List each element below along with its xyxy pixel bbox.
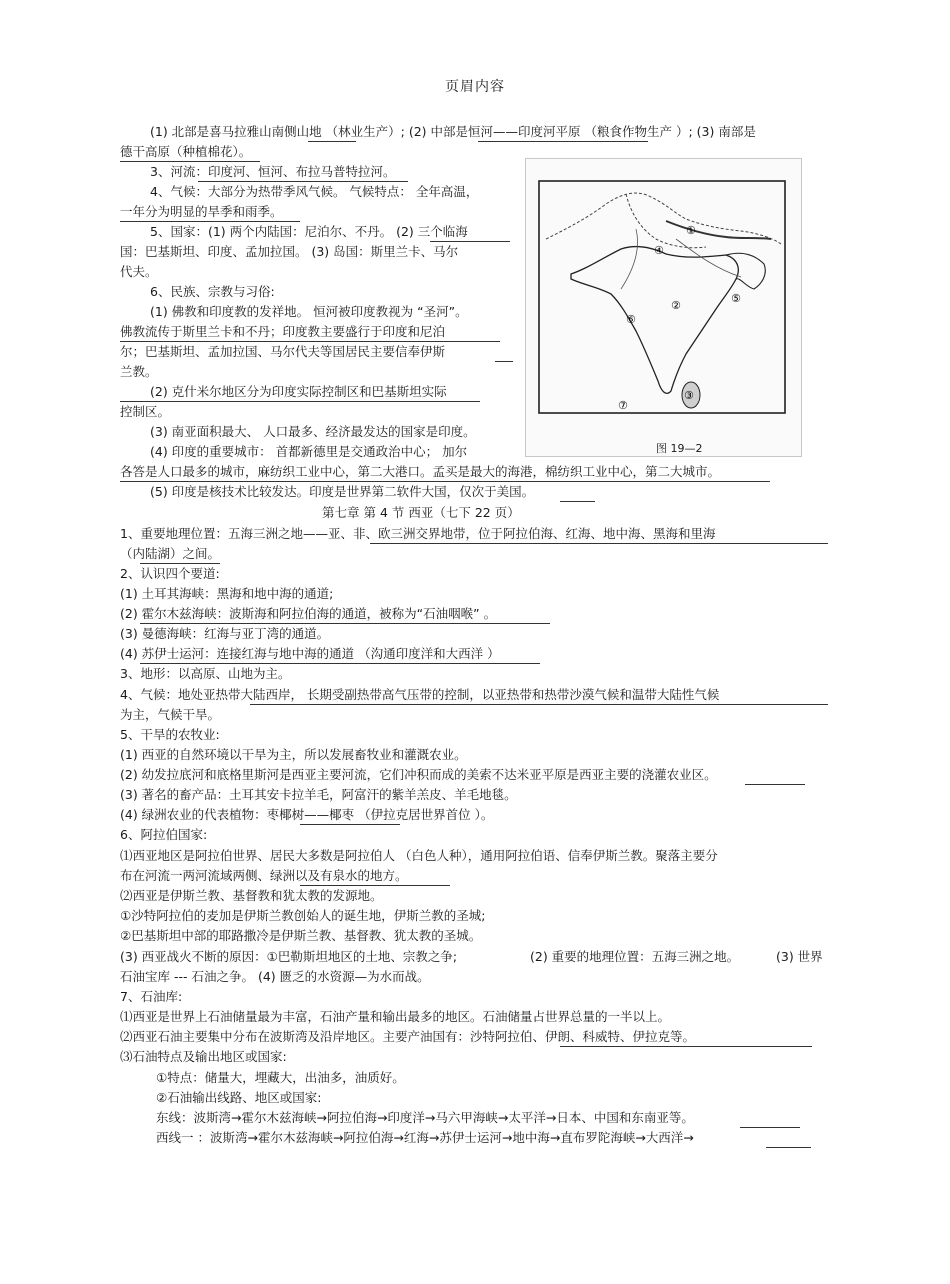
text-line: 3、地形：以高原、山地为主。 [120, 666, 291, 681]
underline [120, 341, 500, 342]
text-line: (4) 绿洲农业的代表植物：枣椰树——椰枣 （伊拉克居世界首位 ）。 [120, 807, 494, 822]
map-label: ② [671, 299, 681, 312]
text-line: 一年分为明显的旱季和雨季。 [120, 204, 283, 219]
text-line: 西线一 ：波斯湾→霍尔木兹海峡→阿拉伯海→红海→苏伊士运河→地中海→直布罗陀海峡→大西洋→ [156, 1130, 694, 1145]
text-line: (2) 幼发拉底河和底格里斯河是西亚主要河流，它们冲积而成的美索不达米亚平原是西亚主要的浇灌农业区。 [120, 767, 717, 782]
section-title: 第七章 第 4 节 西亚（七下 22 页） [322, 505, 520, 520]
text-line: (2) 霍尔木兹海峡：波斯海和阿拉伯海的通道，被称为“石油咽喉” 。 [120, 606, 497, 621]
text-line: ⑴西亚是世界上石油储量最为丰富，石油产量和输出最多的地区。石油储量占世界总量的一半以上。 [120, 1009, 671, 1024]
text-line: ⑵西亚是伊斯兰教、基督教和犹太教的发源地。 [120, 888, 383, 903]
text-line: 石油宝库 --- 石油之争。 (4) 匮乏的水资源—为水而战。 [120, 969, 430, 984]
page-header: 页眉内容 [445, 79, 505, 95]
text-line: (5) 印度是核技术比较发达。印度是世界第二软件大国，仅次于美国。 [150, 484, 535, 499]
underline [430, 241, 510, 242]
underline [120, 401, 480, 402]
map-label: ⑦ [618, 399, 628, 412]
text-line: 德干高原（种植棉花）。 [120, 144, 252, 159]
text-line: 为主，气候干旱。 [120, 707, 221, 722]
underline [140, 663, 540, 664]
underline [300, 824, 400, 825]
text-line: 4、气候：地处亚热带大陆西岸， 长期受副热带高气压带的控制，以亚热带和热带沙漠气候和温带大陆性气候 [120, 687, 720, 702]
text-line: (3) 世界 [776, 949, 823, 964]
text-line: ⑵西亚石油主要集中分布在波斯湾及沿岸地区。主要产油国有：沙特阿拉伯、伊朗、科威特、伊拉克等。 [120, 1029, 696, 1044]
map-label: ⑥ [626, 313, 636, 326]
text-line: 国：巴基斯坦、印度、孟加拉国。 (3) 岛国：斯里兰卡、马尔 [120, 244, 459, 259]
text-line: (1) 佛教和印度教的发祥地。 恒河被印度教视为 “圣河”。 [150, 304, 468, 319]
map-illustration [526, 159, 801, 456]
text-line: (2) 重要的地理位置：五海三洲之地。 [530, 949, 740, 964]
underline [120, 221, 300, 222]
underline [198, 181, 408, 182]
text-line: (1) 土耳其海峡：黑海和地中海的通道; [120, 586, 334, 601]
underline [560, 501, 595, 502]
underline [740, 1127, 800, 1128]
text-line: (3) 曼德海峡：红海与亚丁湾的通道。 [120, 626, 330, 641]
text-line: 兰教。 [120, 364, 158, 379]
text-line: ⑶石油特点及输出地区或国家: [120, 1049, 287, 1064]
map-label: ④ [654, 244, 664, 257]
underline [120, 481, 770, 482]
underline [250, 704, 828, 705]
text-line: 东线：波斯湾→霍尔木兹海峡→阿拉伯海→印度洋→马六甲海峡→太平洋→日本、中国和东南亚等。 [156, 1110, 694, 1125]
text-line: (3) 西亚战火不断的原因：①巴勒斯坦地区的土地、宗教之争; [120, 949, 458, 964]
text-line: ⑴西亚地区是阿拉伯世界、居民大多数是阿拉伯人 （白色人种），通用阿拉伯语、信奉伊斯兰教。聚落主要分 [120, 848, 718, 863]
underline [300, 885, 450, 886]
underline [140, 563, 220, 564]
text-line: (4) 印度的重要城市： 首都新德里是交通政治中心； 加尔 [150, 444, 468, 459]
text-line: ②巴基斯坦中部的耶路撒冷是伊斯兰教、基督教、犹太教的圣城。 [120, 928, 482, 943]
text-line: 佛教流传于斯里兰卡和不丹；印度教主要盛行于印度和尼泊 [120, 324, 446, 339]
text-line: 6、民族、宗教与习俗: [150, 284, 275, 299]
text-line: 1、重要地理位置：五海三洲之地——亚、非、欧三洲交界地带，位于阿拉伯海、红海、地中海、黑海和里海 [120, 526, 716, 541]
text-line: (2) 克什米尔地区分为印度实际控制区和巴基斯坦实际 [150, 384, 447, 399]
text-line: (1) 北部是喜马拉雅山南侧山地 （林业生产）; (2) 中部是恒河——印度河平原 （粮食作物生产 ）; (3) 南部是 [150, 124, 756, 139]
text-line: ①特点：储量大，埋藏大，出油多，油质好。 [156, 1070, 405, 1085]
map-caption: 图 19—2 [656, 442, 703, 455]
text-line: 各答是人口最多的城市，麻纺织工业中心，第二大港口。孟买是最大的海港，棉纺织工业中心，第二大城市。 [120, 464, 721, 479]
text-line: 4、气候：大部分为热带季风气候。 气候特点： 全年高温， [150, 184, 479, 199]
underline [745, 784, 805, 785]
text-line: 6、阿拉伯国家: [120, 827, 208, 842]
underline [766, 1147, 811, 1148]
text-line: 控制区。 [120, 404, 171, 419]
text-line: 5、干旱的农牧业: [120, 727, 220, 742]
text-line: 尔；巴基斯坦、孟加拉国、马尔代夫等国居民主要信奉伊斯 [120, 344, 446, 359]
text-line: ②石油输出线路、地区或国家: [156, 1090, 322, 1105]
text-line: （内陆湖）之间。 [120, 546, 221, 561]
underline [495, 361, 513, 362]
underline [560, 1046, 812, 1047]
text-line: 3、河流：印度河、恒河、布拉马普特拉河。 [150, 164, 396, 179]
map-label: ① [686, 224, 696, 237]
text-line: (1) 西亚的自然环境以干旱为主，所以发展畜牧业和灌溉农业。 [120, 747, 467, 762]
text-line: 布在河流一两河流域两侧、绿洲以及有泉水的地方。 [120, 868, 408, 883]
text-line: 5、国家：(1) 两个内陆国：尼泊尔、不丹。 (2) 三个临海 [150, 224, 468, 239]
text-line: (3) 著名的畜产品：土耳其安卡拉羊毛，阿富汗的紫羊羔皮、羊毛地毯。 [120, 787, 517, 802]
underline [370, 543, 828, 544]
south-asia-map [525, 158, 802, 457]
text-line: 2、认识四个要道: [120, 566, 220, 581]
underline [120, 161, 260, 162]
map-label: ⑤ [731, 292, 741, 305]
text-line: 7、石油库: [120, 989, 183, 1004]
text-line: (3) 南亚面积最大、 人口最多、经济最发达的国家是印度。 [150, 424, 476, 439]
text-line: 代夫。 [120, 264, 158, 279]
underline [308, 141, 356, 142]
underline [140, 623, 550, 624]
underline [478, 141, 648, 142]
map-label: ③ [684, 389, 694, 402]
text-line: (4) 苏伊士运河：连接红海与地中海的通道 （沟通印度洋和大西洋 ） [120, 646, 500, 661]
text-line: ①沙特阿拉伯的麦加是伊斯兰教创始人的诞生地，伊斯兰教的圣城; [120, 908, 486, 923]
